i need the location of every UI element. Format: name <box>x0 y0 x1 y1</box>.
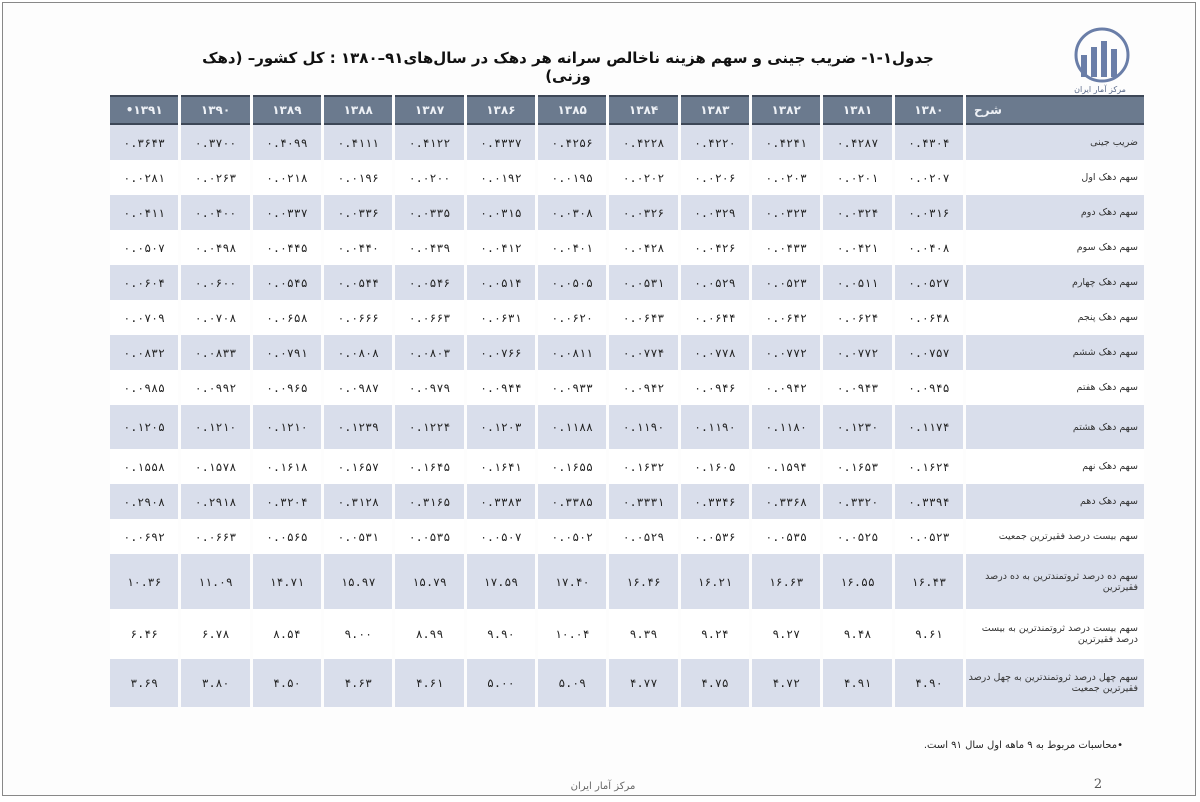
table-cell: ۸.۵۴ <box>253 609 321 659</box>
table-cell: ۰.۰۵۰۵ <box>538 265 606 300</box>
row-label: سهم دهک هشتم <box>966 405 1144 449</box>
table-cell: ۰.۱۱۷۴ <box>895 405 963 449</box>
table-cell: ۰.۰۵۶۵ <box>253 519 321 554</box>
table-row <box>110 370 1144 405</box>
table-cell: ۰.۰۵۴۴ <box>324 265 392 300</box>
table-cell: ۰.۰۹۴۲ <box>609 370 677 405</box>
table-cell: ۰.۰۵۲۵ <box>823 519 891 554</box>
table-cell: ۰.۰۵۰۷ <box>467 519 535 554</box>
table-cell: ۰.۴۱۲۲ <box>395 125 463 160</box>
table-cell: ۰.۰۷۶۶ <box>467 335 535 370</box>
table-cell: ۴.۷۲ <box>752 659 820 707</box>
table-cell: ۰.۰۶۴۸ <box>895 300 963 335</box>
table-cell: ۰.۰۴۰۱ <box>538 230 606 265</box>
table-cell: ۰.۰۴۹۸ <box>181 230 249 265</box>
table-cell: ۴.۹۱ <box>823 659 891 707</box>
table-cell: ۰.۴۲۸۷ <box>823 125 891 160</box>
column-header-year: ۱۳۸۳ <box>681 95 749 125</box>
table-cell: ۰.۴۲۲۸ <box>609 125 677 160</box>
table-cell: ۰.۲۹۰۸ <box>110 484 178 519</box>
table-cell: ۰.۰۵۳۵ <box>395 519 463 554</box>
table-cell: ۰.۰۹۷۹ <box>395 370 463 405</box>
table-cell: ۰.۰۹۳۳ <box>538 370 606 405</box>
table-cell: ۰.۰۶۶۶ <box>324 300 392 335</box>
table-cell: ۰.۱۶۰۵ <box>681 449 749 484</box>
row-label: سهم چهل درصد ثروتمندترین به چهل درصد فقیرترین جمعیت <box>966 659 1144 707</box>
table-cell: ۰.۳۳۳۱ <box>609 484 677 519</box>
table-cell: ۰.۱۶۵۵ <box>538 449 606 484</box>
table-cell: ۹.۲۷ <box>752 609 820 659</box>
table-cell: ۰.۱۵۷۸ <box>181 449 249 484</box>
table-cell: ۰.۰۹۴۵ <box>895 370 963 405</box>
table-cell: ۰.۰۶۰۰ <box>181 265 249 300</box>
table-cell: ۰.۰۲۸۱ <box>110 160 178 195</box>
table-cell: ۰.۰۶۵۸ <box>253 300 321 335</box>
table-cell: ۰.۱۱۸۰ <box>752 405 820 449</box>
table-cell: ۰.۰۲۰۳ <box>752 160 820 195</box>
table-cell: ۰.۴۳۳۷ <box>467 125 535 160</box>
document-page <box>2 2 1196 796</box>
table-cell: ۰.۰۳۳۷ <box>253 195 321 230</box>
table-cell: ۰.۲۹۱۸ <box>181 484 249 519</box>
table-cell: ۰.۰۴۳۳ <box>752 230 820 265</box>
table-cell: ۰.۰۵۲۷ <box>895 265 963 300</box>
column-header-year: ۱۳۸۴ <box>609 95 677 125</box>
table-cell: ۰.۰۵۳۵ <box>752 519 820 554</box>
table-cell: ۰.۰۶۶۳ <box>395 300 463 335</box>
table-cell: ۰.۳۳۶۸ <box>752 484 820 519</box>
table-cell: ۰.۴۳۰۴ <box>895 125 963 160</box>
table-row <box>110 519 1144 554</box>
row-label: ضریب جینی <box>966 125 1144 160</box>
table-cell: ۰.۰۳۲۴ <box>823 195 891 230</box>
column-header-year: ۱۳۸۷ <box>395 95 463 125</box>
table-cell: ۰.۰۴۴۵ <box>253 230 321 265</box>
table-cell: ۰.۳۳۴۶ <box>681 484 749 519</box>
table-cell: ۶.۴۶ <box>110 609 178 659</box>
table-cell: ۱۶.۴۳ <box>895 554 963 609</box>
table-cell: ۰.۳۶۴۳ <box>110 125 178 160</box>
table-cell: ۰.۰۵۴۵ <box>253 265 321 300</box>
table-header-row <box>110 95 1144 125</box>
table-cell: ۰.۰۵۱۴ <box>467 265 535 300</box>
table-row <box>110 554 1144 609</box>
table-cell: ۰.۰۳۰۸ <box>538 195 606 230</box>
table-cell: ۰.۱۲۳۰ <box>823 405 891 449</box>
table-cell: ۰.۰۲۰۱ <box>823 160 891 195</box>
table-cell: ۰.۴۲۲۰ <box>681 125 749 160</box>
table-cell: ۸.۹۹ <box>395 609 463 659</box>
table-body <box>110 125 1144 707</box>
column-header-year: ۱۳۸۵ <box>538 95 606 125</box>
table-cell: ۰.۰۷۷۲ <box>823 335 891 370</box>
table-cell: ۰.۰۷۵۷ <box>895 335 963 370</box>
table-cell: ۰.۰۹۴۲ <box>752 370 820 405</box>
table-cell: ۰.۰۴۱۱ <box>110 195 178 230</box>
table-cell: ۰.۰۲۰۷ <box>895 160 963 195</box>
table-cell: ۴.۷۵ <box>681 659 749 707</box>
table-cell: ۰.۰۳۲۹ <box>681 195 749 230</box>
table-cell: ۰.۴۲۴۱ <box>752 125 820 160</box>
row-label: سهم دهک چهارم <box>966 265 1144 300</box>
table-cell: ۰.۳۳۸۳ <box>467 484 535 519</box>
row-label: سهم دهک دهم <box>966 484 1144 519</box>
table-cell: ۹.۶۱ <box>895 609 963 659</box>
table-cell: ۱۶.۴۶ <box>609 554 677 609</box>
table-cell: ۱۰.۰۴ <box>538 609 606 659</box>
table-cell: ۰.۰۸۰۸ <box>324 335 392 370</box>
table-cell: ۰.۰۲۰۶ <box>681 160 749 195</box>
table-cell: ۱۷.۴۰ <box>538 554 606 609</box>
table-cell: ۰.۰۶۶۳ <box>181 519 249 554</box>
table-cell: ۰.۱۲۳۹ <box>324 405 392 449</box>
row-label: سهم دهک سوم <box>966 230 1144 265</box>
table-cell: ۰.۰۷۰۸ <box>181 300 249 335</box>
table-cell: ۱۶.۶۳ <box>752 554 820 609</box>
table-cell: ۰.۳۲۰۴ <box>253 484 321 519</box>
table-cell: ۴.۹۰ <box>895 659 963 707</box>
table-cell: ۰.۰۲۶۳ <box>181 160 249 195</box>
table-row <box>110 195 1144 230</box>
table-row <box>110 335 1144 370</box>
table-cell: ۰.۱۲۱۰ <box>253 405 321 449</box>
table-cell: ۰.۰۴۳۹ <box>395 230 463 265</box>
footer-organization: مرکز آمار ایران <box>570 781 636 792</box>
table-cell: ۰.۰۹۸۷ <box>324 370 392 405</box>
column-header-year: ۱۳۸۲ <box>752 95 820 125</box>
table-cell: ۰.۰۳۳۵ <box>395 195 463 230</box>
table-cell: ۰.۰۴۲۶ <box>681 230 749 265</box>
table-cell: ۰.۰۷۷۴ <box>609 335 677 370</box>
table-cell: ۱۵.۷۹ <box>395 554 463 609</box>
column-header-year: ۱۳۸۱ <box>823 95 891 125</box>
table-cell: ۰.۰۸۳۳ <box>181 335 249 370</box>
row-label: سهم دهک پنجم <box>966 300 1144 335</box>
table-cell: ۰.۳۳۲۰ <box>823 484 891 519</box>
table-cell: ۰.۰۴۰۸ <box>895 230 963 265</box>
table-cell: ۰.۰۳۳۶ <box>324 195 392 230</box>
table-cell: ۰.۱۶۴۱ <box>467 449 535 484</box>
table-cell: ۰.۱۶۵۷ <box>324 449 392 484</box>
column-header-year: ۱۳۹۱• <box>110 95 178 125</box>
table-cell: ۰.۴۲۵۶ <box>538 125 606 160</box>
table-row <box>110 125 1144 160</box>
table-cell: ۴.۶۳ <box>324 659 392 707</box>
table-cell: ۰.۰۵۳۱ <box>609 265 677 300</box>
table-cell: ۰.۱۶۴۵ <box>395 449 463 484</box>
table-cell: ۰.۰۶۰۴ <box>110 265 178 300</box>
table-cell: ۰.۰۱۹۶ <box>324 160 392 195</box>
table-cell: ۰.۱۵۹۴ <box>752 449 820 484</box>
column-header-year: ۱۳۸۸ <box>324 95 392 125</box>
table-cell: ۹.۹۰ <box>467 609 535 659</box>
table-cell: ۰.۰۵۳۱ <box>324 519 392 554</box>
table-cell: ۰.۱۱۹۰ <box>609 405 677 449</box>
table-cell: ۰.۰۸۰۳ <box>395 335 463 370</box>
row-label: سهم بیست درصد فقیرترین جمعیت <box>966 519 1144 554</box>
table-cell: ۰.۰۵۰۲ <box>538 519 606 554</box>
table-cell: ۱۱.۰۹ <box>181 554 249 609</box>
table-row <box>110 230 1144 265</box>
table-cell: ۰.۰۹۴۶ <box>681 370 749 405</box>
table-cell: ۰.۰۴۰۰ <box>181 195 249 230</box>
table-cell: ۰.۰۵۲۳ <box>895 519 963 554</box>
footnote: •محاسبات مربوط به ۹ ماهه اول سال ۹۱ است. <box>923 740 1123 751</box>
table-cell: ۰.۳۳۹۴ <box>895 484 963 519</box>
table-cell: ۰.۱۶۵۳ <box>823 449 891 484</box>
table-cell: ۰.۰۴۲۸ <box>609 230 677 265</box>
table-cell: ۰.۰۹۴۴ <box>467 370 535 405</box>
table-row <box>110 160 1144 195</box>
table-cell: ۰.۰۸۳۲ <box>110 335 178 370</box>
table-cell: ۴.۵۰ <box>253 659 321 707</box>
table-cell: ۰.۰۹۹۲ <box>181 370 249 405</box>
gini-table <box>107 95 1147 707</box>
table-cell: ۰.۱۲۰۵ <box>110 405 178 449</box>
table-row <box>110 300 1144 335</box>
table-cell: ۰.۰۳۱۶ <box>895 195 963 230</box>
row-label: سهم دهک ششم <box>966 335 1144 370</box>
table-cell: ۰.۱۶۱۸ <box>253 449 321 484</box>
row-label: سهم دهک دوم <box>966 195 1144 230</box>
column-header-description: شرح <box>966 95 1144 125</box>
table-cell: ۹.۰۰ <box>324 609 392 659</box>
table-cell: ۰.۰۱۹۵ <box>538 160 606 195</box>
table-cell: ۰.۴۱۱۱ <box>324 125 392 160</box>
table-cell: ۰.۰۶۴۲ <box>752 300 820 335</box>
table-cell: ۱۵.۹۷ <box>324 554 392 609</box>
table-cell: ۵.۰۰ <box>467 659 535 707</box>
table-cell: ۰.۱۲۲۴ <box>395 405 463 449</box>
page-number: 2 <box>1093 777 1103 792</box>
table-cell: ۰.۱۶۳۲ <box>609 449 677 484</box>
table-cell: ۰.۰۴۱۲ <box>467 230 535 265</box>
table-cell: ۰.۰۹۸۵ <box>110 370 178 405</box>
table-cell: ۰.۰۱۹۲ <box>467 160 535 195</box>
table-cell: ۵.۰۹ <box>538 659 606 707</box>
table-row <box>110 405 1144 449</box>
table-cell: ۰.۳۷۰۰ <box>181 125 249 160</box>
table-cell: ۴.۷۷ <box>609 659 677 707</box>
column-header-year: ۱۳۹۰ <box>181 95 249 125</box>
table-cell: ۰.۱۱۹۰ <box>681 405 749 449</box>
table-cell: ۰.۰۶۹۲ <box>110 519 178 554</box>
table-cell: ۰.۱۵۵۸ <box>110 449 178 484</box>
table-cell: ۳.۶۹ <box>110 659 178 707</box>
table-cell: ۰.۰۳۲۳ <box>752 195 820 230</box>
table-cell: ۰.۰۲۱۸ <box>253 160 321 195</box>
table-cell: ۰.۰۵۲۳ <box>752 265 820 300</box>
table-row <box>110 609 1144 659</box>
table-cell: ۰.۰۴۴۰ <box>324 230 392 265</box>
table-cell: ۰.۰۵۳۶ <box>681 519 749 554</box>
table-cell: ۰.۰۹۴۳ <box>823 370 891 405</box>
logo-caption: مرکز آمار ایران <box>1074 85 1126 94</box>
table-cell: ۴.۶۱ <box>395 659 463 707</box>
table-cell: ۰.۱۲۰۳ <box>467 405 535 449</box>
table-cell: ۹.۴۸ <box>823 609 891 659</box>
table-cell: ۰.۰۷۹۱ <box>253 335 321 370</box>
table-cell: ۰.۰۵۰۷ <box>110 230 178 265</box>
table-row <box>110 449 1144 484</box>
table-cell: ۰.۱۲۱۰ <box>181 405 249 449</box>
row-label: سهم دهک نهم <box>966 449 1144 484</box>
table-cell: ۰.۰۷۷۲ <box>752 335 820 370</box>
table-cell: ۱۰.۳۶ <box>110 554 178 609</box>
table-cell: ۶.۷۸ <box>181 609 249 659</box>
page-title: جدول۱-۱- ضریب جینی و سهم هزینه ناخالص سرانه هر دهک در سال‌های۹۱–۱۳۸۰ : کل کشور– (دهک وزنی) <box>202 49 934 85</box>
table-cell: ۰.۰۶۴۳ <box>609 300 677 335</box>
row-label: سهم دهک هفتم <box>966 370 1144 405</box>
column-header-year: ۱۳۸۰ <box>895 95 963 125</box>
table-cell: ۰.۰۳۲۶ <box>609 195 677 230</box>
table-cell: ۰.۰۵۲۹ <box>681 265 749 300</box>
table-cell: ۰.۰۲۰۰ <box>395 160 463 195</box>
row-label: سهم دهک اول <box>966 160 1144 195</box>
table-row <box>110 659 1144 707</box>
table-cell: ۹.۳۹ <box>609 609 677 659</box>
table-cell: ۰.۳۱۲۸ <box>324 484 392 519</box>
table-cell: ۱۶.۵۵ <box>823 554 891 609</box>
table-cell: ۹.۲۴ <box>681 609 749 659</box>
table-row <box>110 484 1144 519</box>
row-label: سهم بیست درصد ثروتمندترین به بیست درصد فقیرترین <box>966 609 1144 659</box>
table-cell: ۰.۰۹۶۵ <box>253 370 321 405</box>
table-cell: ۰.۱۱۸۸ <box>538 405 606 449</box>
table-cell: ۰.۰۸۱۱ <box>538 335 606 370</box>
table-cell: ۰.۴۰۹۹ <box>253 125 321 160</box>
table-cell: ۰.۱۶۲۴ <box>895 449 963 484</box>
column-header-year: ۱۳۸۹ <box>253 95 321 125</box>
table-cell: ۰.۰۶۴۴ <box>681 300 749 335</box>
table-cell: ۰.۰۷۰۹ <box>110 300 178 335</box>
table-cell: ۰.۳۳۸۵ <box>538 484 606 519</box>
table-cell: ۱۷.۵۹ <box>467 554 535 609</box>
table-cell: ۰.۰۳۱۵ <box>467 195 535 230</box>
table-cell: ۰.۰۷۷۸ <box>681 335 749 370</box>
table-cell: ۰.۰۶۲۰ <box>538 300 606 335</box>
table-cell: ۰.۰۵۱۱ <box>823 265 891 300</box>
table-cell: ۰.۰۵۴۶ <box>395 265 463 300</box>
table-cell: ۰.۰۶۲۴ <box>823 300 891 335</box>
table-row <box>110 265 1144 300</box>
table-cell: ۰.۰۲۰۲ <box>609 160 677 195</box>
table-cell: ۰.۳۱۶۵ <box>395 484 463 519</box>
row-label: سهم ده درصد ثروتمندترین به ده درصد فقیرترین <box>966 554 1144 609</box>
table-cell: ۰.۰۵۲۹ <box>609 519 677 554</box>
table-cell: ۰.۰۶۳۱ <box>467 300 535 335</box>
table-cell: ۰.۰۴۲۱ <box>823 230 891 265</box>
table-cell: ۱۶.۲۱ <box>681 554 749 609</box>
table-cell: ۳.۸۰ <box>181 659 249 707</box>
column-header-year: ۱۳۸۶ <box>467 95 535 125</box>
table-cell: ۱۴.۷۱ <box>253 554 321 609</box>
